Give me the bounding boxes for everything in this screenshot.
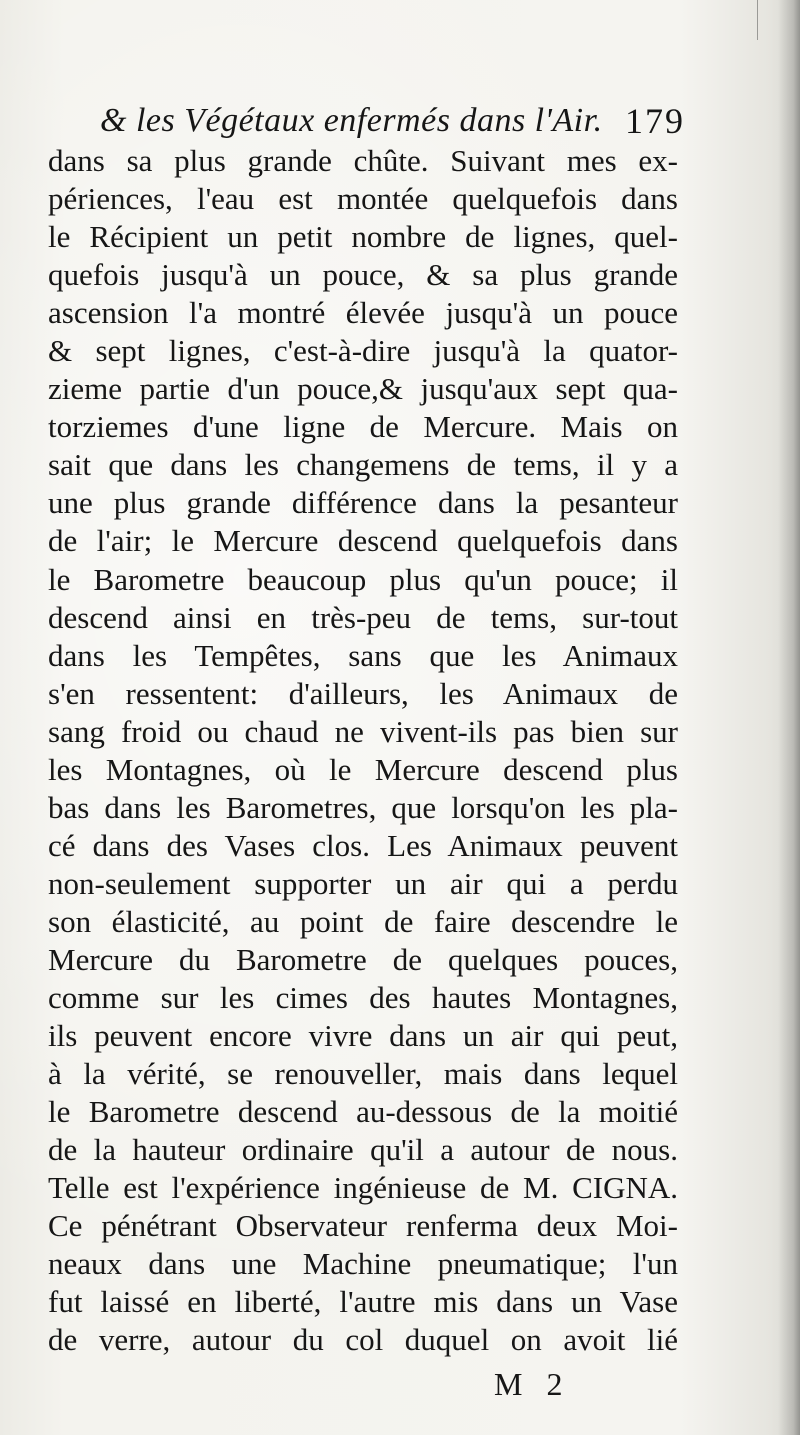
text-line: les Montagnes, où le Mercure descend plus: [48, 751, 678, 787]
page-number: 179: [625, 101, 685, 141]
text-line: Telle est l'expérience ingénieuse de M. CIGNA.: [48, 1170, 678, 1206]
text-line: bas dans les Barometres, que lorsqu'on les pla-: [48, 789, 678, 825]
text-line: zieme partie d'un pouce,& jusqu'aux sept qua-: [48, 371, 678, 407]
text-line: de l'air; le Mercure descend quelquefois dans: [48, 523, 678, 559]
text-line: ils peuvent encore vivre dans un air qui peut,: [48, 1018, 678, 1054]
signature-mark: M 2: [494, 1366, 571, 1402]
text-line: le Barometre descend au-dessous de la moitié: [48, 1094, 678, 1130]
text-line: neaux dans une Machine pneumatique; l'un: [48, 1246, 678, 1282]
text-line: une plus grande différence dans la pesanteur: [48, 485, 678, 521]
text-line: dans les Tempêtes, sans que les Animaux: [48, 637, 678, 673]
body-text: [48, 142, 678, 1360]
text-line: comme sur les cimes des hautes Montagnes,: [48, 980, 678, 1016]
text-line: non-seulement supporter un air qui a perdu: [48, 865, 678, 901]
running-head: [100, 96, 685, 146]
text-line: quefois jusqu'à un pouce, & sa plus grande: [48, 257, 678, 293]
running-head-title: & les Végétaux enfermés dans l'Air.: [100, 102, 603, 139]
text-line: sang froid ou chaud ne vivent-ils pas bien sur: [48, 713, 678, 749]
text-line: à la vérité, se renouveller, mais dans lequel: [48, 1056, 678, 1092]
text-line: son élasticité, au point de faire descendre le: [48, 903, 678, 939]
text-line: de verre, autour du col duquel on avoit lié: [48, 1322, 678, 1358]
text-line: sait que dans les changemens de tems, il y a: [48, 447, 678, 483]
page-edge-line: [757, 0, 758, 40]
text-line: le Récipient un petit nombre de lignes, quel-: [48, 219, 678, 255]
text-line: descend ainsi en très-peu de tems, sur-tout: [48, 599, 678, 635]
text-line: ascension l'a montré élevée jusqu'à un pouce: [48, 295, 678, 331]
text-line: dans sa plus grande chûte. Suivant mes ex-: [48, 143, 678, 178]
text-line: de la hauteur ordinaire qu'il a autour de nous.: [48, 1132, 678, 1168]
text-line: cé dans des Vases clos. Les Animaux peuvent: [48, 827, 678, 863]
text-line: fut laissé en liberté, l'autre mis dans un Vase: [48, 1284, 678, 1320]
page-edge-shadow: [778, 0, 800, 1435]
text-line: & sept lignes, c'est-à-dire jusqu'à la quator-: [48, 333, 678, 369]
text-line: périences, l'eau est montée quelquefois dans: [48, 181, 678, 217]
text-line: Ce pénétrant Observateur renferma deux Moi-: [48, 1208, 678, 1244]
text-line: s'en ressentent: d'ailleurs, les Animaux de: [48, 675, 678, 711]
text-line: le Barometre beaucoup plus qu'un pouce; il: [48, 561, 678, 597]
text-line: torziemes d'une ligne de Mercure. Mais on: [48, 409, 678, 445]
text-line: Mercure du Barometre de quelques pouces,: [48, 941, 678, 977]
